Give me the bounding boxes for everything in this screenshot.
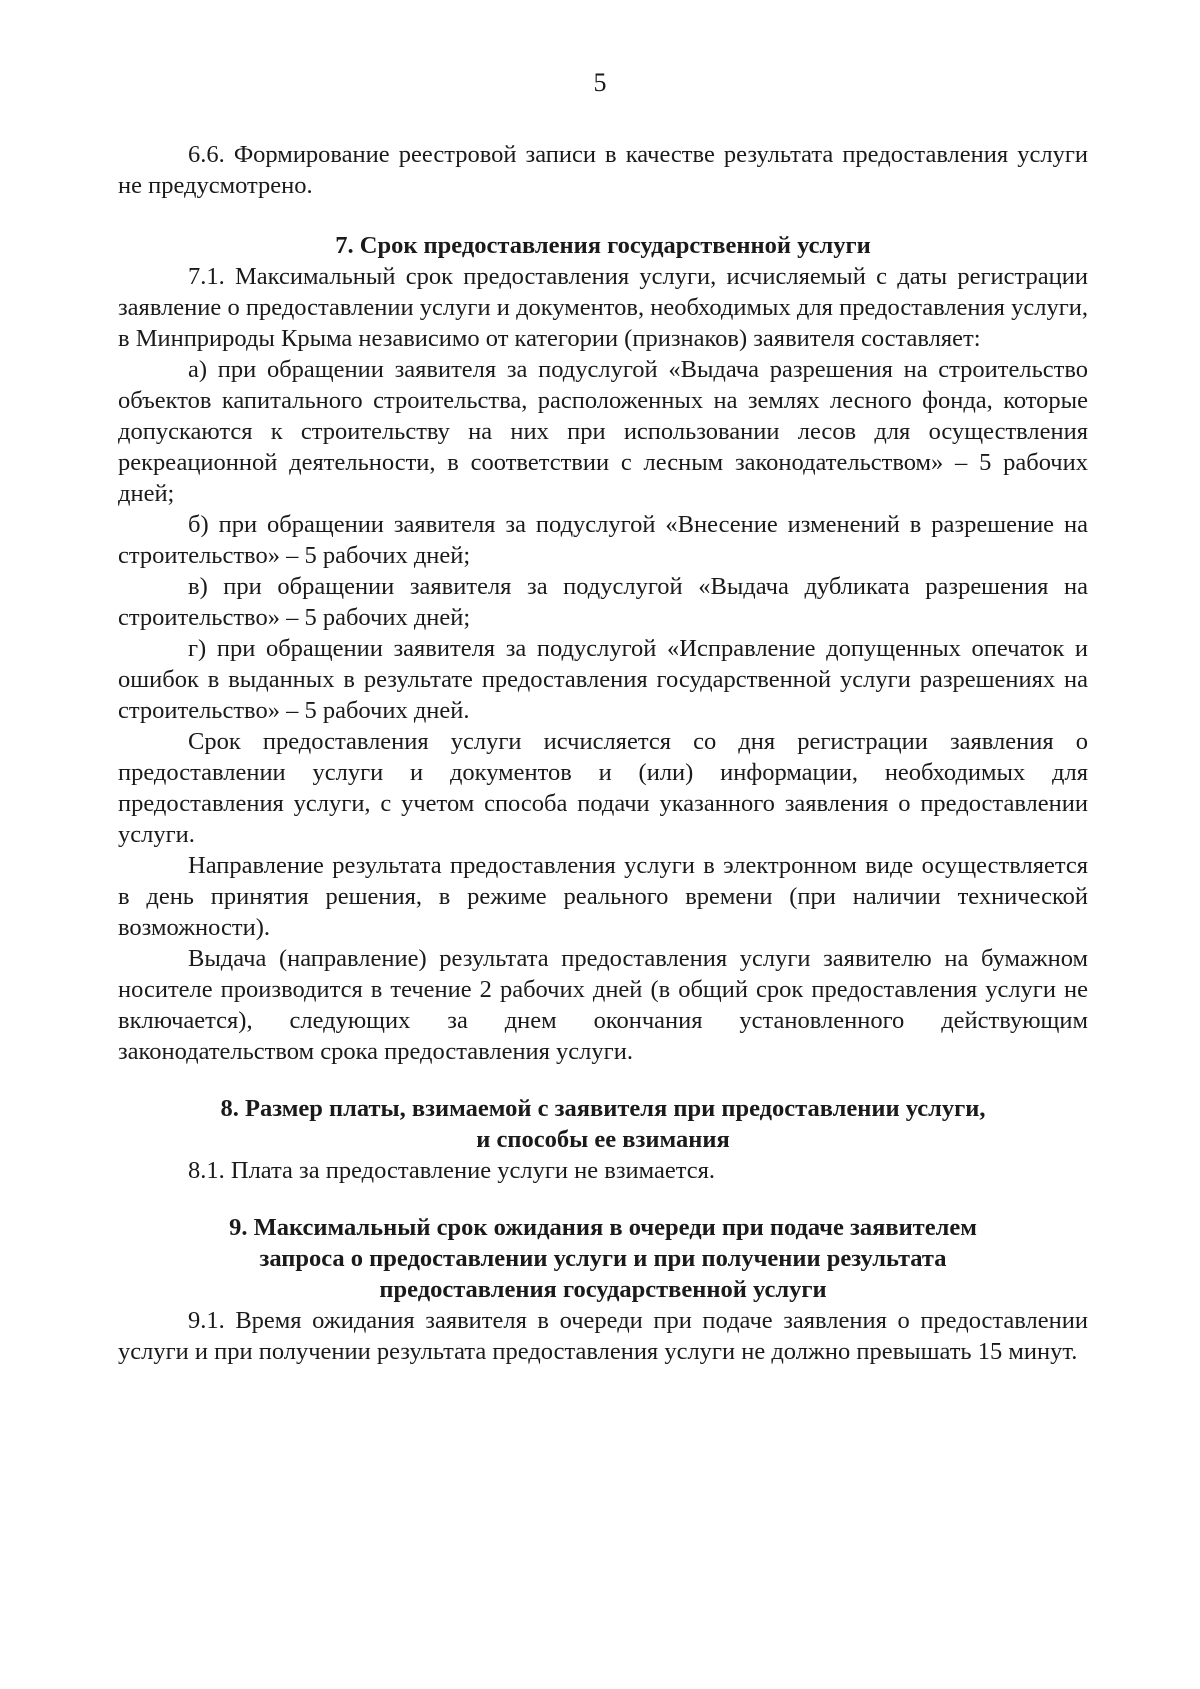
list-item-v: в) при обращении заявителя за подуслугой «Выдача дубликата разрешения на строительство» – 5 рабочих дней; <box>118 573 1088 631</box>
section-9-heading-line-2: запроса о предоставлении услуги и при получении результата <box>259 1245 947 1272</box>
document-body <box>118 139 1088 1367</box>
section-8-heading-line-1: 8. Размер платы, взимаемой с заявителя при предоставлении услуги, <box>220 1095 986 1122</box>
paragraph-6-6: 6.6. Формирование реестровой записи в качестве результата предоставления услуги не предусмотрено. <box>118 141 1088 199</box>
list-item-a: а) при обращении заявителя за подуслугой «Выдача разрешения на строительство объектов капитального строительства, расположенных на землях лесного фонда, которые допускаются к строительству на них при использовании лесов для осуществления рекреационной деятельности, в соответствии с лесным законодательством» – 5 рабочих дней; <box>118 356 1088 507</box>
paragraph-9-1: 9.1. Время ожидания заявителя в очереди при подаче заявления о предоставлении услуги и при получении результата предоставления услуги не должно превышать 15 минут. <box>118 1307 1088 1365</box>
page-number: 5 <box>593 68 607 97</box>
paragraph-7-1: 7.1. Максимальный срок предоставления услуги, исчисляемый с даты регистрации заявление о предоставлении услуги и документов, необходимых для предоставления услуги, в Минприроды Крыма независимо от категории (признаков) заявителя составляет: <box>118 263 1088 352</box>
paragraph-napravlenie: Направление результата предоставления услуги в электронном виде осуществляется в день принятия решения, в режиме реального времени (при наличии технической возможности). <box>118 852 1088 941</box>
paragraph-vydacha: Выдача (направление) результата предоставления услуги заявителю на бумажном носителе производится в течение 2 рабочих дней (в общий срок предоставления услуги не включается), следующих за днем окончания установленного действующим законодательством срока предоставления услуги. <box>118 945 1088 1065</box>
spacer <box>118 1067 1088 1093</box>
section-9-heading-line-3: предоставления государственной услуги <box>379 1276 827 1303</box>
section-8-heading-line-2: и способы ее взимания <box>476 1126 730 1153</box>
section-9-heading-line-1: 9. Максимальный срок ожидания в очереди при подаче заявителем <box>229 1214 977 1241</box>
spacer <box>118 1186 1088 1212</box>
list-item-g: г) при обращении заявителя за подуслугой «Исправление допущенных опечаток и ошибок в выданных в результате предоставления государственной услуги разрешениях на строительство» – 5 рабочих дней. <box>118 635 1088 724</box>
list-item-b: б) при обращении заявителя за подуслугой «Внесение изменений в разрешение на строительство» – 5 рабочих дней; <box>118 511 1088 569</box>
spacer <box>118 201 1088 230</box>
paragraph-srok: Срок предоставления услуги исчисляется со дня регистрации заявления о предоставлении услуги и документов и (или) информации, необходимых для предоставления услуги, с учетом способа подачи указанного заявления о предоставлении услуги. <box>118 728 1088 848</box>
section-7-heading: 7. Срок предоставления государственной услуги <box>335 232 871 259</box>
paragraph-8-1: 8.1. Плата за предоставление услуги не взимается. <box>188 1157 715 1184</box>
